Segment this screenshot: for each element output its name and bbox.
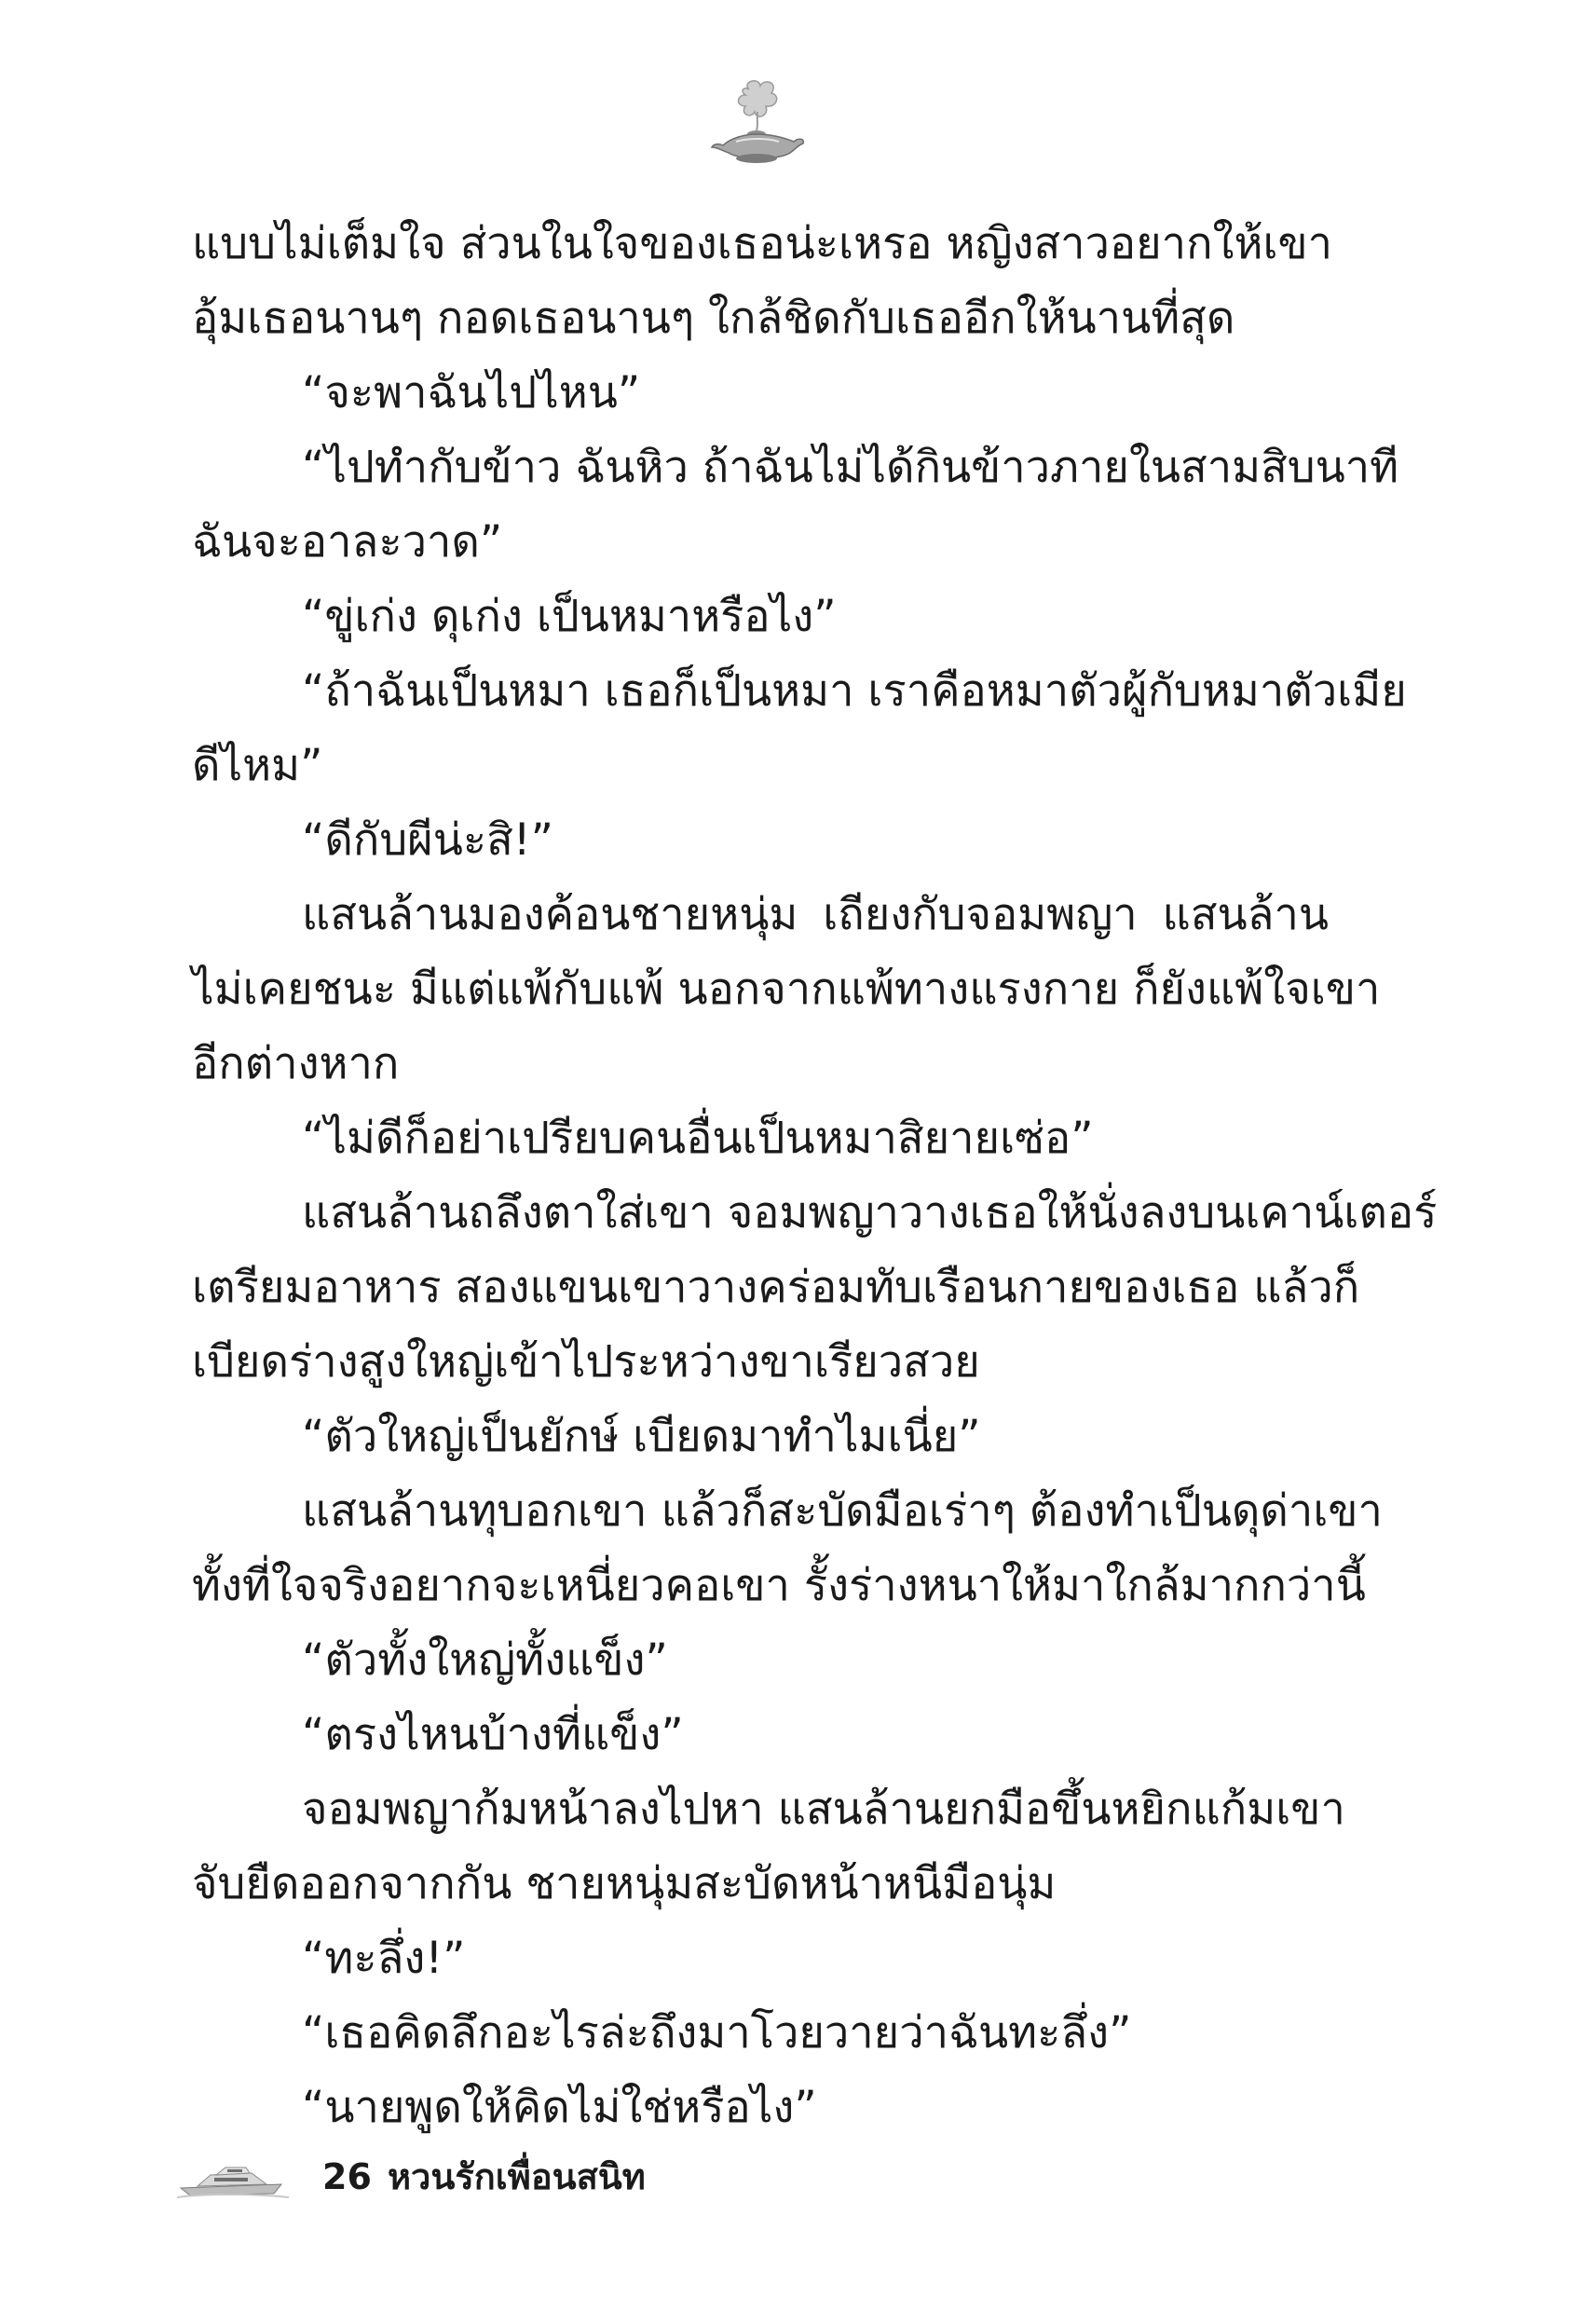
- page-footer: [177, 2143, 922, 2218]
- dialogue-line: “นายพูดให้คิดไม่ใช่หรือไง”: [302, 2082, 817, 2133]
- dialogue-line: “ไปทำกับข้าว ฉันหิว ถ้าฉันไม่ได้กินข้าวภายในสามสิบนาที: [302, 442, 1399, 493]
- dialogue-line: “ไม่ดีก็อย่าเปรียบคนอื่นเป็นหมาสิยายเซ่อ”: [302, 1113, 1094, 1164]
- dialogue-line: “ถ้าฉันเป็นหมา เธอก็เป็นหมา เราคือหมาตัวผู้กับหมาตัวเมีย: [302, 665, 1407, 717]
- book-title: หวนรักเพื่อนสนิท: [388, 2156, 646, 2197]
- dialogue-line: “ทะลึ่ง!”: [302, 1933, 466, 1984]
- text-line: จับยืดออกจากกัน ชายหนุ่มสะบัดหน้าหนีมือนุ่ม: [192, 1858, 1057, 1909]
- paragraph-line: แสนล้านมองค้อนชายหนุ่ม เถียงกับจอมพญา แสนล้าน: [302, 889, 1329, 940]
- dialogue-line: “ตัวทั้งใหญ่ทั้งแข็ง”: [302, 1634, 668, 1686]
- text-line: อีกต่างหาก: [192, 1038, 400, 1089]
- text-line: ทั้งที่ใจจริงอยากจะเหนี่ยวคอเขา รั้งร่างหนาให้มาใกล้มากกว่านี้: [192, 1560, 1366, 1611]
- text-line: เบียดร่างสูงใหญ่เข้าไประหว่างขาเรียวสวย: [192, 1336, 980, 1388]
- text-line: ฉันจะอาละวาด”: [192, 516, 503, 567]
- page-number: 26: [322, 2156, 372, 2197]
- dialogue-line: “ดีกับผีน่ะสิ!”: [302, 814, 553, 866]
- paragraph-line: แสนล้านทุบอกเขา แล้วก็สะบัดมือเร่าๆ ต้องทำเป็นดุด่าเขา: [302, 1485, 1383, 1537]
- text-line: ไม่เคยชนะ มีแต่แพ้กับแพ้ นอกจากแพ้ทางแรงกาย ก็ยังแพ้ใจเขา: [192, 964, 1381, 1015]
- paragraph-line: จอมพญาก้มหน้าลงไปหา แสนล้านยกมือขึ้นหยิกแก้มเขา: [302, 1784, 1345, 1835]
- text-line: แบบไม่เต็มใจ ส่วนในใจของเธอน่ะเหรอ หญิงสาวอยากให้เขา: [192, 218, 1333, 269]
- text-line: เตรียมอาหาร สองแขนเขาวางคร่อมทับเรือนกายของเธอ แล้วก็: [192, 1262, 1360, 1313]
- genie-lamp-icon: [704, 73, 807, 175]
- text-line: ดีไหม”: [192, 740, 323, 791]
- dialogue-line: “ขู่เก่ง ดุเก่ง เป็นหมาหรือไง”: [302, 591, 837, 642]
- yacht-icon: [177, 2156, 289, 2201]
- dialogue-line: “ตรงไหนบ้างที่แข็ง”: [302, 1709, 684, 1760]
- paragraph-line: แสนล้านถลึงตาใส่เขา จอมพญาวางเธอให้นั่งลงบนเคาน์เตอร์: [302, 1187, 1438, 1238]
- dialogue-line: “ตัวใหญ่เป็นยักษ์ เบียดมาทำไมเนี่ย”: [302, 1411, 981, 1462]
- text-line: อุ้มเธอนานๆ กอดเธอนานๆ ใกล้ชิดกับเธออีกให้นานที่สุด: [192, 293, 1235, 344]
- dialogue-line: “จะพาฉันไปไหน”: [302, 367, 641, 418]
- dialogue-line: “เธอคิดลึกอะไรล่ะถึงมาโวยวายว่าฉันทะลึ่ง”: [302, 2007, 1132, 2058]
